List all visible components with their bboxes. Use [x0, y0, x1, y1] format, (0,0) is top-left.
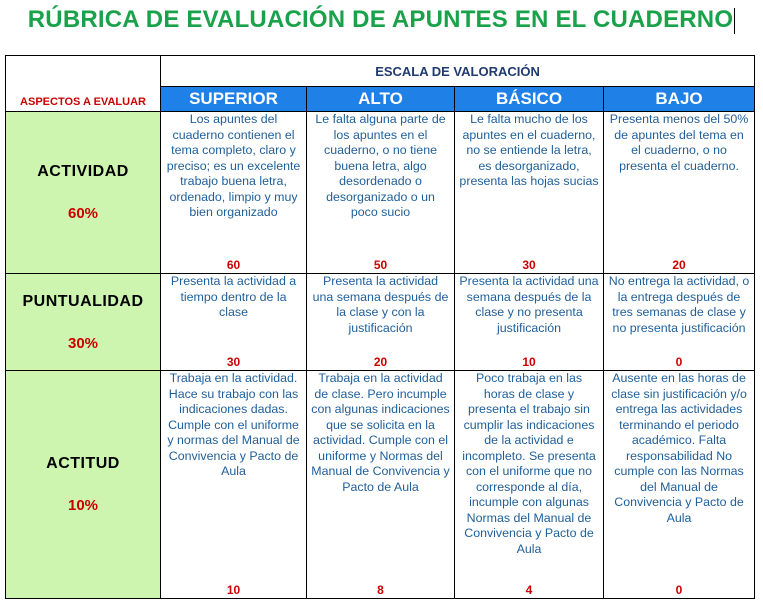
- criterion-cell: [604, 274, 755, 371]
- score: 8: [377, 583, 384, 597]
- score: 0: [675, 583, 683, 597]
- score: 20: [672, 258, 686, 272]
- level-alto: ALTO: [307, 87, 455, 112]
- score: 10: [522, 355, 536, 369]
- aspect-percent: 60%: [67, 205, 99, 222]
- criterion-text: Poco trabaja en las horas de clase y presenta el trabajo sin cumplir las indicaciones de la actividad e incompleto. Se presenta con el uniforme que no corresponde al día, incumple con algunas Normas del Manual de Convivencia y Pacto de Aula: [462, 371, 596, 556]
- score: 50: [373, 258, 388, 272]
- criterion-text: Presenta la actividad una semana después de la clase y no presenta justificación: [459, 274, 599, 335]
- rubric-table: [5, 55, 755, 599]
- criterion-cell: [455, 371, 604, 599]
- row-actividad: [6, 112, 755, 274]
- score: 0: [675, 355, 683, 369]
- criterion-cell: [604, 371, 755, 599]
- level-superior: SUPERIOR: [161, 87, 307, 112]
- criterion-cell: [455, 112, 604, 274]
- aspect-name: ACTITUD: [46, 455, 120, 472]
- criterion-text: Trabaja en la actividad. Hace su trabajo con las indicaciones dadas. Cumple con el uniforme y normas del Manual de Convivencia y Pacto de Aula: [167, 371, 300, 478]
- score: 4: [525, 583, 533, 597]
- criterion-text: Le falta alguna parte de los apuntes en el cuaderno, o no tiene buena letra, algo desordenado o desorganizado o un poco sucio: [315, 112, 446, 219]
- criterion-text: Ausente en las horas de clase sin justificación y/o entrega las actividades terminando el periodo académico. Falta responsabilidad No cumple con las Normas del Manual de Convivencia y Pacto de Aula: [611, 371, 747, 525]
- score: 30: [226, 355, 241, 369]
- row-puntualidad: [6, 274, 755, 371]
- criterion-cell: [161, 274, 307, 371]
- criterion-cell: [307, 371, 455, 599]
- criterion-cell: [161, 112, 307, 274]
- score: 10: [226, 583, 241, 597]
- aspect-percent: 10%: [67, 497, 99, 514]
- aspect-actitud: [6, 371, 161, 599]
- criterion-text: No entrega la actividad, o la entrega después de tres semanas de clase y no presenta justificación: [608, 274, 750, 335]
- criterion-cell: [161, 371, 307, 599]
- aspect-name: ACTIVIDAD: [37, 163, 129, 180]
- aspects-header: ASPECTOS A EVALUAR: [6, 56, 161, 112]
- criterion-text: Presenta la actividad una semana después de la clase y con la justificación: [312, 274, 449, 335]
- scale-header: ESCALA DE VALORACIÓN: [161, 56, 755, 87]
- level-bajo: BAJO: [604, 87, 755, 112]
- text-cursor: [734, 8, 735, 34]
- aspect-actividad: [6, 112, 161, 274]
- score: 30: [522, 258, 536, 272]
- criterion-cell: [455, 274, 604, 371]
- aspect-percent: 30%: [67, 334, 99, 352]
- score: 20: [373, 355, 388, 369]
- criterion-text: Presenta la actividad a tiempo dentro de la clase: [170, 274, 297, 319]
- criterion-text: Los apuntes del cuaderno contienen el tema completo, claro y preciso; es un excelente trabajo buena letra, ordenado, limpio y muy bien organizado: [166, 112, 301, 219]
- criterion-text: Presenta menos del 50% de apuntes del tema en el cuaderno, o no presenta el cuaderno.: [609, 112, 749, 173]
- page-title: [0, 6, 763, 34]
- row-actitud: [6, 371, 755, 599]
- aspect-name: PUNTUALIDAD: [22, 292, 144, 310]
- title-text: RÚBRICA DE EVALUACIÓN DE APUNTES EN EL CUADERNO: [27, 6, 734, 33]
- aspect-puntualidad: [6, 274, 161, 371]
- criterion-cell: [307, 112, 455, 274]
- score: 60: [226, 258, 241, 272]
- criterion-text: Trabaja en la actividad de clase. Pero incumple con algunas indicaciones que se solicita en la actividad. Cumple con el uniforme y Normas del Manual de Convivencia y Pacto de Aula: [311, 371, 450, 494]
- level-basico: BÁSICO: [455, 87, 604, 112]
- criterion-cell: [307, 274, 455, 371]
- criterion-text: Le falta mucho de los apuntes en el cuaderno, no se entiende la letra, es desorganizado, presenta las hojas sucias: [459, 112, 599, 188]
- criterion-cell: [604, 112, 755, 274]
